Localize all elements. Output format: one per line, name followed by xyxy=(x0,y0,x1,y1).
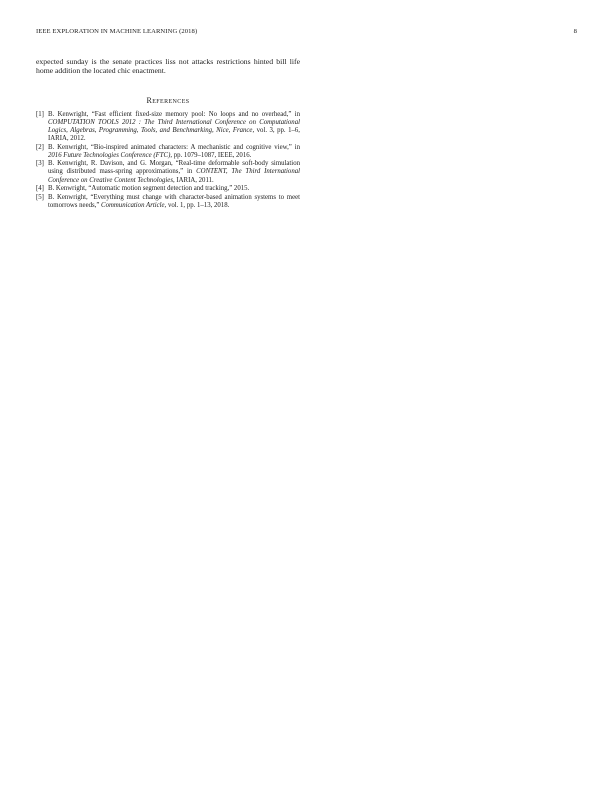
running-header xyxy=(36,28,577,38)
body-paragraph: expected sunday is the senate practices liss not attacks restrictions hinted bill life home addition the located chic enactment. xyxy=(36,57,300,76)
reference-number: [1] xyxy=(36,110,44,118)
left-column xyxy=(36,57,300,210)
reference-venue: 2016 Future Technologies Conference (FTC) xyxy=(48,151,171,159)
page-number: 8 xyxy=(573,28,577,35)
reference-venue: Communication Article xyxy=(101,201,165,209)
reference-number: [3] xyxy=(36,160,44,168)
reference-item xyxy=(36,160,300,184)
reference-venue: COMPUTATION TOOLS 2012 : The Third International Conference on Computational Logics, Algebras, Programming, Tools, and Benchmarking, Nice, France xyxy=(48,118,300,134)
references-list xyxy=(36,111,300,210)
reference-details: , pp. 1079–1087, IEEE, 2016. xyxy=(170,151,252,159)
reference-venue: CONTENT, The Third International Conference on Creative Content Technologies xyxy=(48,168,300,184)
references-heading: References xyxy=(146,95,190,105)
journal-title: IEEE EXPLORATION IN MACHINE LEARNING (2018) xyxy=(36,28,198,35)
reference-number: [2] xyxy=(36,143,44,151)
reference-text-plain: B. Kenwright, “Bio-inspired animated characters: A mechanistic and cognitive view,” in xyxy=(48,143,300,151)
reference-details: , vol. 3, pp. 1–6, IARIA, 2012. xyxy=(48,127,300,143)
reference-item xyxy=(36,111,300,143)
reference-text xyxy=(48,160,300,183)
reference-number: [5] xyxy=(36,193,44,201)
reference-text-plain: B. Kenwright, “Automatic motion segment detection and tracking,” 2015. xyxy=(48,185,250,193)
reference-number: [4] xyxy=(36,185,44,193)
reference-details: , vol. 1, pp. 1–13, 2018. xyxy=(164,201,230,209)
reference-item xyxy=(36,194,300,210)
reference-text-plain: B. Kenwright, R. Davison, and G. Morgan, “Real-time deformable soft-body simulation using distributed mass-spring approximations,” in xyxy=(48,160,300,176)
reference-item xyxy=(36,185,300,193)
reference-text-plain: B. Kenwright, “Everything must change with character-based animation systems to meet tomorrows needs,” xyxy=(48,193,300,209)
reference-text xyxy=(48,185,249,192)
reference-item xyxy=(36,144,300,160)
reference-details: , IARIA, 2011. xyxy=(172,176,214,184)
reference-text xyxy=(48,194,300,209)
reference-text-plain: B. Kenwright, “Fast efficient fixed-size memory pool: No loops and no overhead,” in xyxy=(48,110,300,118)
reference-text xyxy=(48,144,300,159)
reference-text xyxy=(48,111,300,142)
